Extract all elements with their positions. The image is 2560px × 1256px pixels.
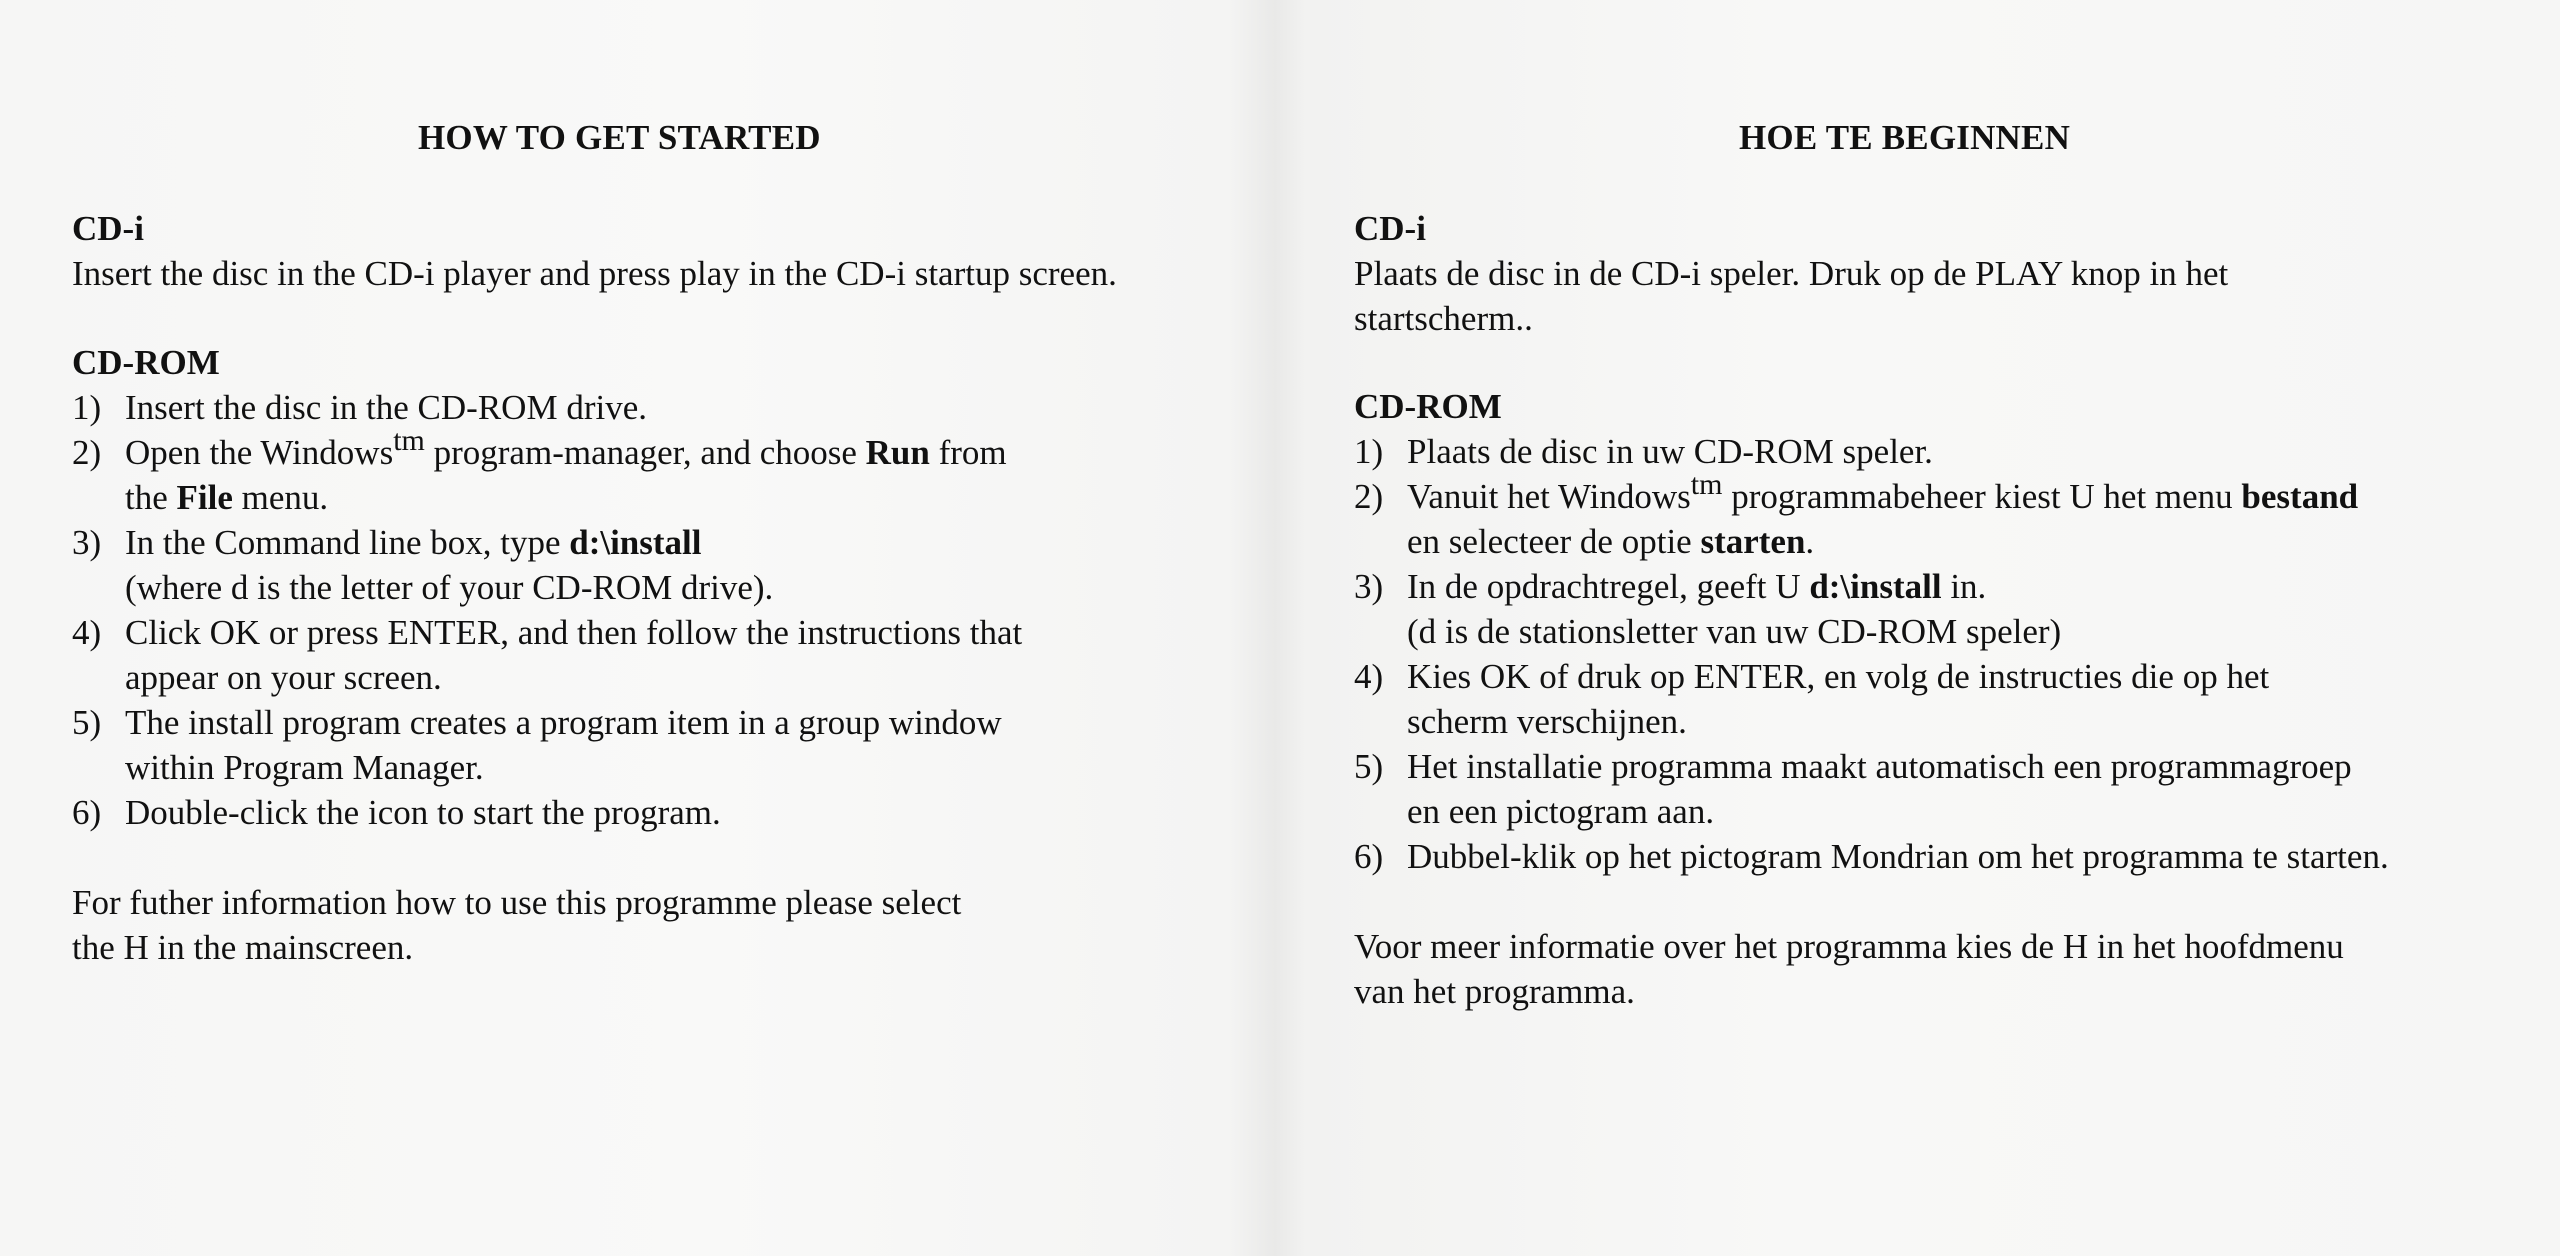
step-text: The install program creates a program item in a group window [125, 703, 1002, 742]
english-page [0, 0, 1270, 1256]
step-text: Dubbel-klik op het pictogram Mondrian om het programma te starten. [1407, 837, 2389, 876]
step-text: Insert the disc in the CD-ROM drive. [125, 388, 647, 427]
install-command: d:\install [1809, 567, 1942, 606]
trademark-mark: tm [1690, 468, 1723, 501]
further-info-line: For futher information how to use this programme please select [72, 883, 962, 922]
step-text: Vanuit het Windows$^{tm}$ programmabeheer kiest U het menu bestand [1407, 468, 2359, 516]
step-text: In de opdrachtregel, geeft U d:\install in. [1407, 567, 1987, 606]
step-1 [72, 385, 1262, 430]
step-3 [72, 520, 1262, 610]
step-number: 5) [72, 703, 102, 742]
step-number: 6) [1354, 837, 1384, 876]
step-number: 3) [1354, 567, 1384, 606]
further-info-line: the H in the mainscreen. [72, 928, 414, 967]
step-number: 1) [72, 388, 102, 427]
further-info [72, 880, 1262, 970]
step-text-cont: the File menu. [125, 478, 329, 517]
cdi-section [72, 206, 1262, 296]
cdrom-heading: CD-ROM [72, 343, 220, 382]
step-number: 1) [1354, 432, 1384, 471]
step-text: Kies OK of druk op ENTER, en volg de instructies die op het [1407, 657, 2270, 696]
step-text-cont: appear on your screen. [125, 658, 442, 697]
step-number: 3) [72, 523, 102, 562]
cdi-instructions: Insert the disc in the CD-i player and press play in the CD-i startup screen. [72, 254, 1117, 293]
page-title: HOW TO GET STARTED [418, 118, 821, 157]
step-5 [72, 700, 1262, 790]
cdi-heading: CD-i [72, 209, 144, 248]
step-text: Plaats de disc in uw CD-ROM speler. [1407, 432, 1933, 471]
step-number: 5) [1354, 747, 1384, 786]
step-text: Het installatie programma maakt automatisch een programmagroep [1407, 747, 2352, 786]
step-6 [1354, 834, 2554, 879]
step-text-cont: en een pictogram aan. [1407, 792, 1715, 831]
trademark-mark: tm [393, 424, 425, 457]
install-command: d:\install [569, 523, 702, 562]
further-info-line: van het programma. [1354, 972, 1635, 1011]
step-6 [72, 790, 1262, 835]
cdi-section [1354, 206, 2554, 341]
step-4 [72, 610, 1262, 700]
step-number: 2) [1354, 477, 1384, 516]
step-1 [1354, 429, 2554, 474]
further-info-line: Voor meer informatie over het programma kies de H in het hoofdmenu [1354, 927, 2344, 966]
bestand-menu: bestand [2241, 477, 2359, 516]
page-title: HOE TE BEGINNEN [1739, 118, 2071, 157]
cdrom-section [1354, 384, 2554, 879]
cdrom-heading: CD-ROM [1354, 387, 1502, 426]
step-number: 6) [72, 793, 102, 832]
dutch-page [1282, 0, 2560, 1256]
starten-option: starten [1700, 522, 1806, 561]
step-text-cont: (where d is the letter of your CD-ROM drive). [125, 568, 774, 607]
cdi-instructions-cont: startscherm.. [1354, 299, 1533, 338]
step-number: 4) [72, 613, 102, 652]
further-info [1354, 924, 2554, 1014]
file-menu: File [176, 478, 233, 517]
step-text: Double-click the icon to start the program. [125, 793, 721, 832]
step-number: 4) [1354, 657, 1384, 696]
step-3 [1354, 564, 2554, 654]
cdrom-section [72, 340, 1262, 835]
step-4 [1354, 654, 2554, 744]
step-5 [1354, 744, 2554, 834]
step-2 [72, 424, 1262, 520]
cdi-instructions: Plaats de disc in de CD-i speler. Druk op de PLAY knop in het [1354, 254, 2229, 293]
cdi-heading: CD-i [1354, 209, 1426, 248]
run-command: Run [865, 433, 930, 472]
step-text-cont: within Program Manager. [125, 748, 484, 787]
cdrom-steps [72, 385, 1262, 835]
step-text: Open the Windows$^{tm}$ program-manager, and choose Run from [125, 424, 1007, 472]
cdrom-steps [1354, 429, 2554, 879]
step-text-cont: en selecteer de optie starten. [1407, 522, 1815, 561]
step-text-cont: scherm verschijnen. [1407, 702, 1687, 741]
step-text: Click OK or press ENTER, and then follow the instructions that [125, 613, 1023, 652]
step-number: 2) [72, 433, 102, 472]
step-text-cont: (d is de stationsletter van uw CD-ROM speler) [1407, 612, 2062, 651]
step-text: In the Command line box, type d:\install [125, 523, 702, 562]
step-2 [1354, 468, 2554, 564]
